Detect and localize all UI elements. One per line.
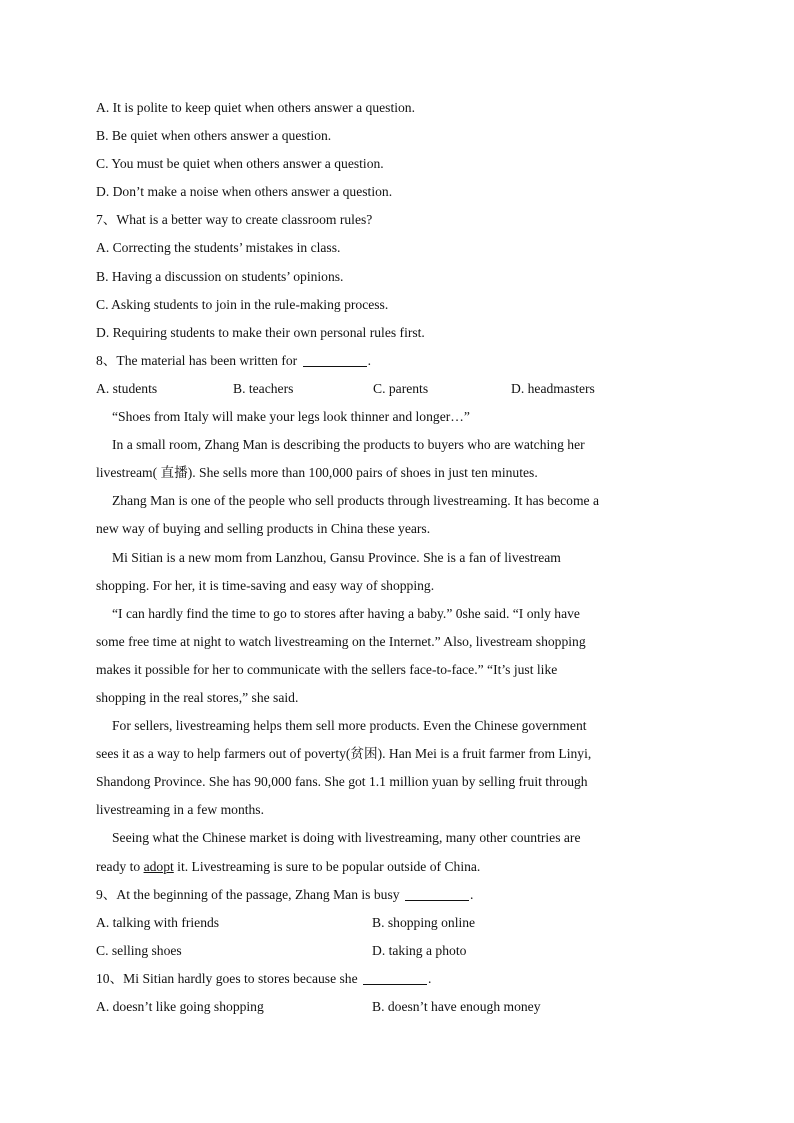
q8-option-b: B. teachers <box>233 380 294 396</box>
q9-option-d: D. taking a photo <box>372 942 467 958</box>
q7-option-b: B. Having a discussion on students’ opinions. <box>96 268 344 284</box>
passage-p4-line-2: shopping. For her, it is time-saving and easy way of shopping. <box>96 577 435 593</box>
q9-option-c: C. selling shoes <box>96 942 182 958</box>
q10-answer-blank[interactable] <box>363 969 427 985</box>
passage-p7-line-2-start: ready to <box>96 858 144 874</box>
q10-stem: 10、Mi Sitian hardly goes to stores because she <box>96 970 358 986</box>
q10-option-b: B. doesn’t have enough money <box>372 999 541 1014</box>
q7-option-a: A. Correcting the students’ mistakes in class. <box>96 240 341 256</box>
passage-p5-line-3: makes it possible for her to communicate with the sellers face-to-face.” “It’s just like <box>96 661 558 677</box>
q10-options-row-1 <box>96 993 696 1021</box>
q6-option-c: C. You must be quiet when others answer a question. <box>96 156 384 172</box>
q8-option-d: D. headmasters <box>511 380 595 396</box>
q10-question <box>96 965 696 993</box>
underlined-word-adopt: adopt <box>143 858 174 874</box>
q10-end: . <box>428 970 432 986</box>
q6-option-b: B. Be quiet when others answer a question. <box>96 128 332 144</box>
q9-stem: 9、At the beginning of the passage, Zhang Man is busy <box>96 886 400 902</box>
passage-p7-line-2 <box>96 853 696 881</box>
passage-p7-line-2-end: it. Livestreaming is sure to be popular outside of China. <box>173 858 481 874</box>
q9-end: . <box>469 886 474 902</box>
q7-stem: 7、What is a better way to create classroom rules? <box>96 212 373 228</box>
passage-p3-line-2: new way of buying and selling products in China these years. <box>96 521 431 537</box>
q9-option-b: B. shopping online <box>372 914 476 930</box>
passage-p5-line-4: shopping in the real stores,” she said. <box>96 689 299 705</box>
passage-paragraph-1: “Shoes from Italy will make your legs look thinner and longer…” <box>112 409 470 425</box>
q8-stem: 8、The material has been written for <box>96 352 298 368</box>
q7-option-d: D. Requiring students to make their own personal rules first. <box>96 324 425 340</box>
passage-p3-line-1: Zhang Man is one of the people who sell products through livestreaming. It has become a <box>112 493 599 509</box>
q6-option-a: A. It is polite to keep quiet when others answer a question. <box>96 100 416 115</box>
q9-answer-blank[interactable] <box>405 885 469 901</box>
q10-option-a: A. doesn’t like going shopping <box>96 999 264 1014</box>
q9-options-row-1 <box>96 909 696 937</box>
q9-options-row-2 <box>96 937 696 965</box>
passage-p4-line-1: Mi Sitian is a new mom from Lanzhou, Gansu Province. She is a fan of livestream <box>112 549 561 565</box>
q8-answer-blank[interactable] <box>303 351 367 367</box>
passage-p5-line-1: “I can hardly find the time to go to stores after having a baby.” 0she said. “I only have <box>112 605 580 621</box>
passage-p6-line-2: sees it as a way to help farmers out of poverty(贫困). Han Mei is a fruit farmer from Linyi, <box>96 746 592 762</box>
passage-p6-line-3: Shandong Province. She has 90,000 fans. She got 1.1 million yuan by selling fruit through <box>96 774 588 790</box>
q8-options <box>96 375 696 403</box>
q8-end: . <box>367 352 371 368</box>
q8-option-c: C. parents <box>373 380 429 396</box>
worksheet-page <box>96 94 696 1021</box>
passage-p5-line-2: some free time at night to watch livestreaming on the Internet.” Also, livestream shopping <box>96 633 586 649</box>
passage-p7-line-1: Seeing what the Chinese market is doing with livestreaming, many other countries are <box>112 830 581 846</box>
passage-p6-line-1: For sellers, livestreaming helps them sell more products. Even the Chinese government <box>112 718 587 734</box>
q8-question <box>96 347 696 375</box>
passage-p2-line-2: livestream( 直播). She sells more than 100,000 pairs of shoes in just ten minutes. <box>96 465 538 481</box>
passage-p2-line-1: In a small room, Zhang Man is describing the products to buyers who are watching her <box>112 437 585 453</box>
q8-option-a: A. students <box>96 380 158 396</box>
passage-p6-line-4: livestreaming in a few months. <box>96 802 264 818</box>
q7-option-c: C. Asking students to join in the rule-making process. <box>96 296 389 312</box>
q9-option-a: A. talking with friends <box>96 914 220 930</box>
q9-question <box>96 881 696 909</box>
q6-option-d: D. Don’t make a noise when others answer a question. <box>96 184 393 200</box>
